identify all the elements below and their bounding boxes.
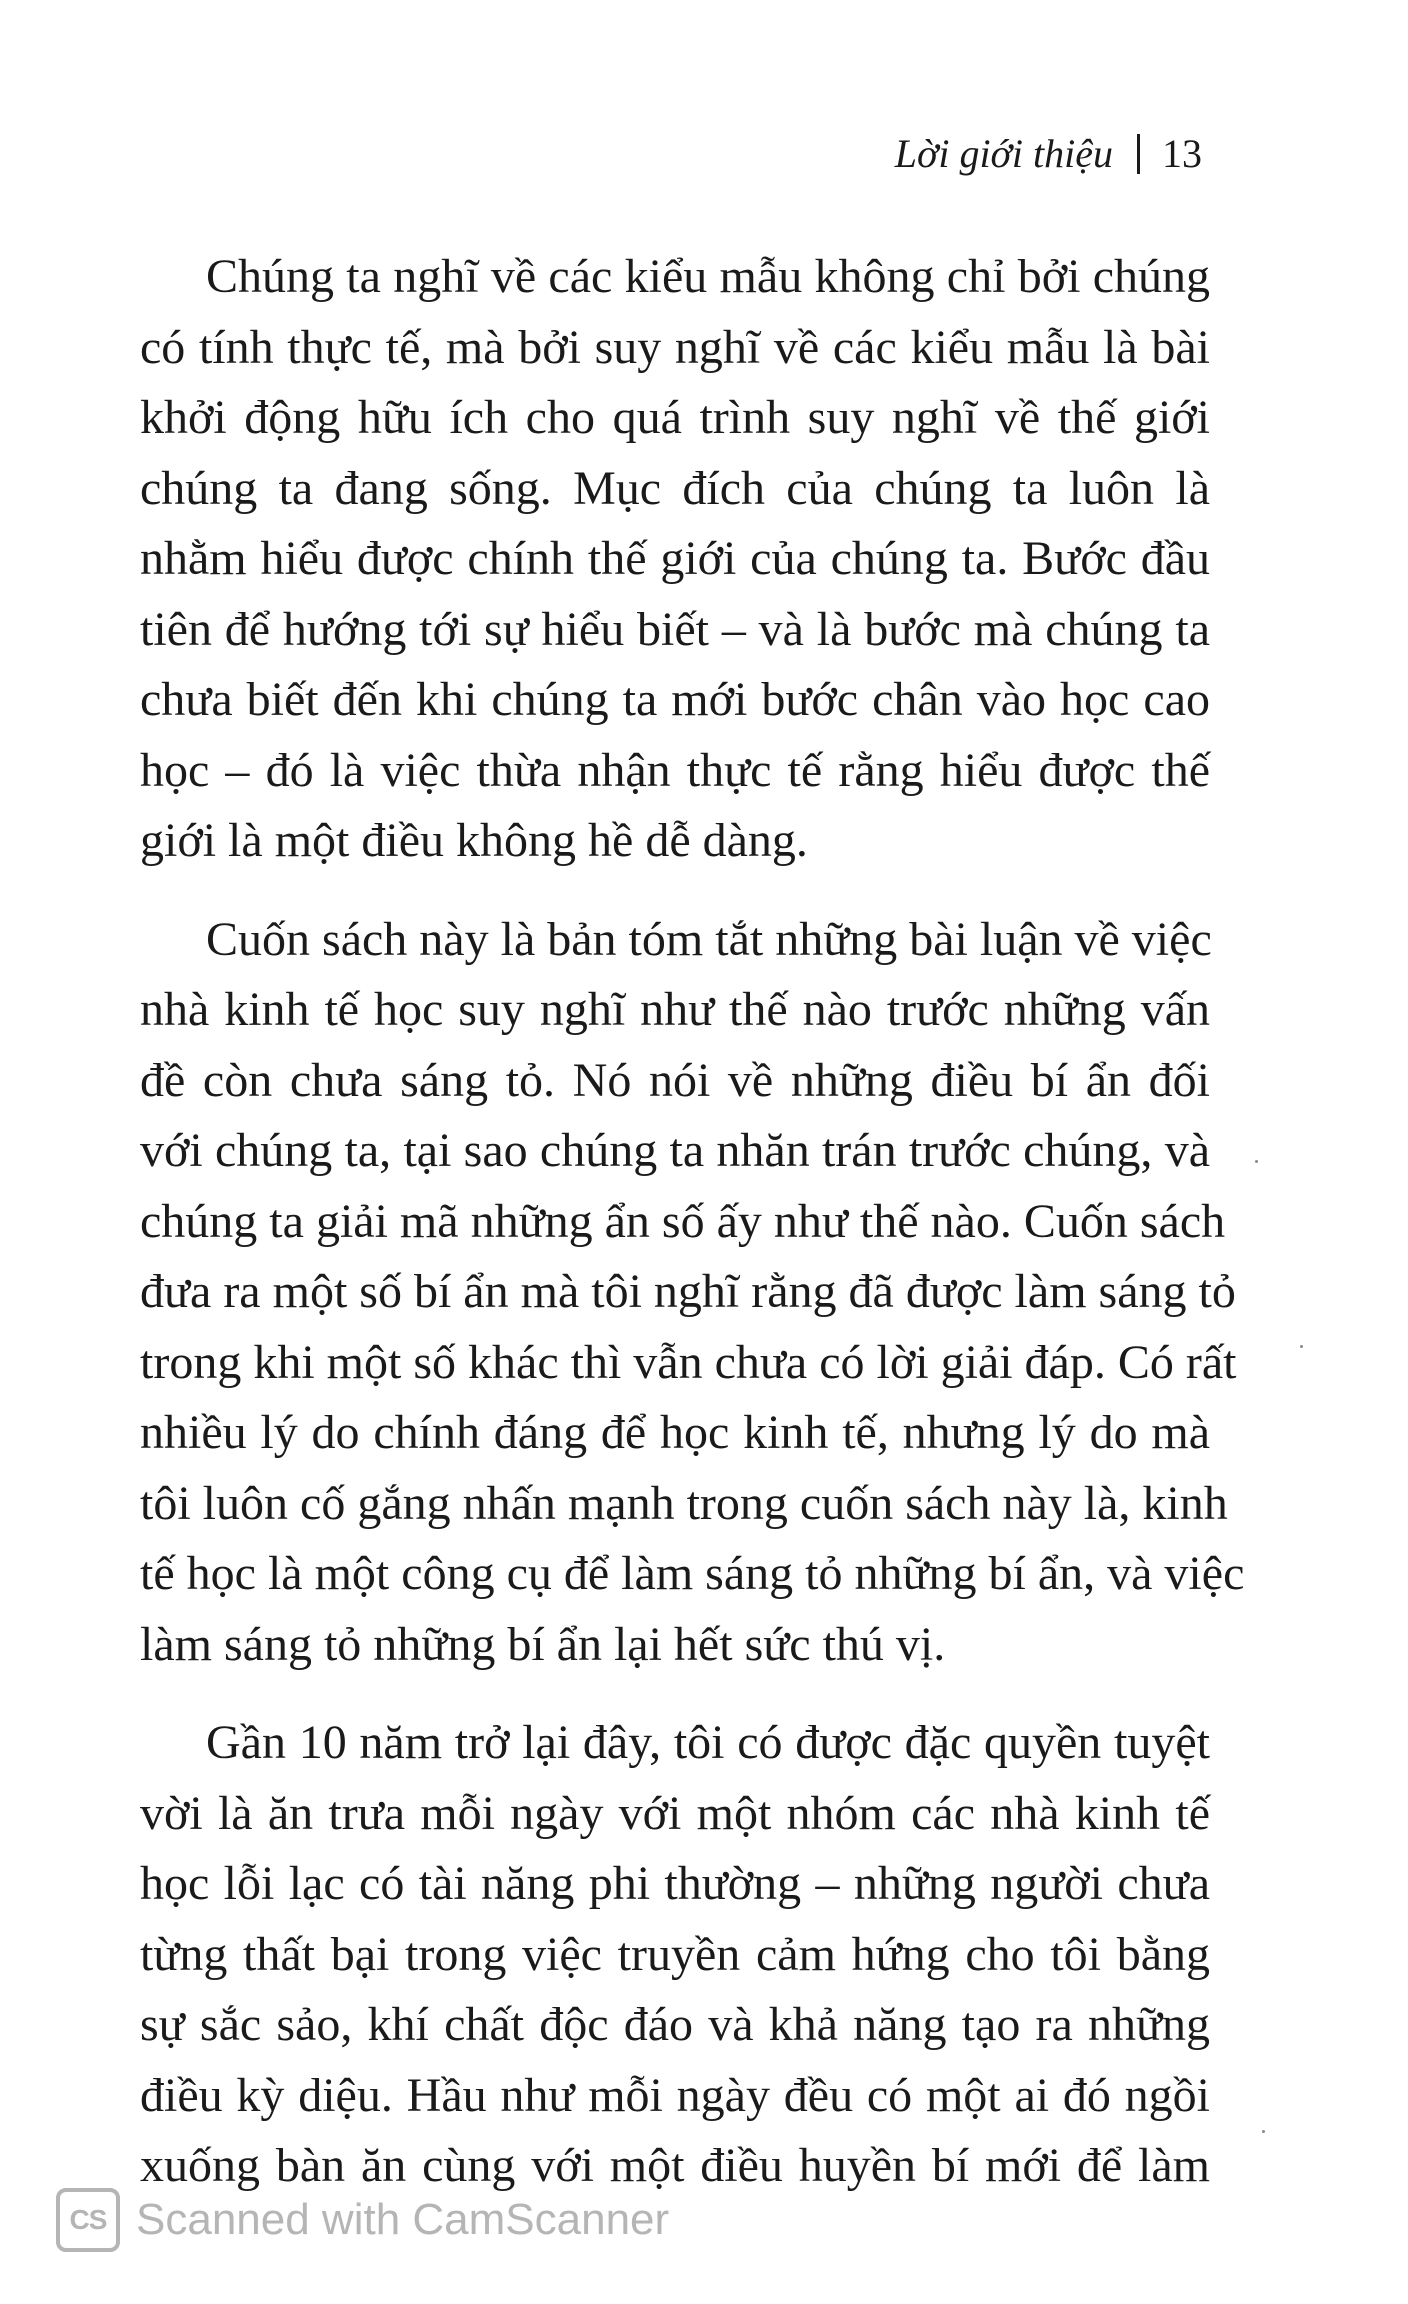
text-line: tế học là một công cụ để làm sáng tỏ những bí ẩn, và việc bbox=[140, 1547, 1245, 1600]
text-line: chúng ta giải mã những ẩn số ấy như thế nào. Cuốn sách bbox=[140, 1194, 1226, 1248]
paragraph-2 bbox=[140, 905, 1245, 1681]
paragraph-3 bbox=[140, 1708, 1210, 2202]
text-line: học lỗi lạc có tài năng phi thường – những người chưa bbox=[140, 1857, 1210, 1910]
text-line: làm sáng tỏ những bí ẩn lại hết sức thú vị. bbox=[140, 1617, 946, 1671]
text-line: giới là một điều không hề dễ dàng. bbox=[140, 814, 808, 867]
text-line: học – đó là việc thừa nhận thực tế rằng hiểu được thế bbox=[140, 743, 1210, 797]
camscanner-watermark bbox=[56, 2188, 669, 2252]
text-line: sự sắc sảo, khí chất độc đáo và khả năng tạo ra những bbox=[140, 1998, 1210, 2051]
text-line: nhiều lý do chính đáng để học kinh tế, nhưng lý do mà bbox=[140, 1406, 1210, 1459]
page-number: 13 bbox=[1162, 131, 1202, 176]
paragraph-1 bbox=[140, 242, 1210, 877]
header-divider bbox=[1137, 134, 1140, 174]
text-line: đưa ra một số bí ẩn mà tôi nghĩ rằng đã được làm sáng tỏ bbox=[140, 1265, 1236, 1318]
text-line: từng thất bại trong việc truyền cảm hứng cho tôi bằng bbox=[140, 1927, 1210, 1981]
text-line: Chúng ta nghĩ về các kiểu mẫu không chỉ bởi chúng bbox=[206, 250, 1210, 303]
text-line: với chúng ta, tại sao chúng ta nhăn trán trước chúng, và bbox=[140, 1124, 1210, 1177]
text-line: Cuốn sách này là bản tóm tắt những bài luận về việc bbox=[206, 912, 1212, 966]
text-line: tôi luôn cố gắng nhấn mạnh trong cuốn sách này là, kinh bbox=[140, 1476, 1228, 1530]
camscanner-logo-icon: CS bbox=[56, 2188, 120, 2252]
text-line: đề còn chưa sáng tỏ. Nó nói về những điều bí ẩn đối bbox=[140, 1053, 1210, 1107]
text-line: Gần 10 năm trở lại đây, tôi có được đặc quyền tuyệt bbox=[206, 1716, 1210, 1769]
text-line: có tính thực tế, mà bởi suy nghĩ về các kiểu mẫu là bài bbox=[140, 320, 1210, 374]
text-line: nhà kinh tế học suy nghĩ như thế nào trước những vấn bbox=[140, 983, 1210, 1036]
text-line: chưa biết đến khi chúng ta mới bước chân vào học cao bbox=[140, 673, 1210, 726]
text-line: vời là ăn trưa mỗi ngày với một nhóm các nhà kinh tế bbox=[140, 1786, 1210, 1840]
text-line: tiên để hướng tới sự hiểu biết – và là bước mà chúng ta bbox=[140, 602, 1210, 656]
scan-speck bbox=[1262, 2130, 1265, 2133]
text-line: khởi động hữu ích cho quá trình suy nghĩ về thế giới bbox=[140, 391, 1210, 444]
running-header bbox=[895, 130, 1202, 178]
scan-speck bbox=[1300, 1345, 1303, 1348]
text-line: chúng ta đang sống. Mục đích của chúng ta luôn là bbox=[140, 461, 1210, 515]
text-line: trong khi một số khác thì vẫn chưa có lời giải đáp. Có rất bbox=[140, 1335, 1237, 1389]
text-line: điều kỳ diệu. Hầu như mỗi ngày đều có một ai đó ngồi bbox=[140, 2068, 1210, 2122]
section-title: Lời giới thiệu bbox=[894, 131, 1113, 176]
text-line: xuống bàn ăn cùng với một điều huyền bí mới để làm bbox=[140, 2139, 1210, 2192]
body-text bbox=[140, 242, 1245, 2230]
watermark-text: Scanned with CamScanner bbox=[136, 2195, 670, 2244]
text-line: nhằm hiểu được chính thế giới của chúng ta. Bước đầu bbox=[140, 532, 1210, 585]
scan-speck bbox=[1255, 1160, 1258, 1163]
